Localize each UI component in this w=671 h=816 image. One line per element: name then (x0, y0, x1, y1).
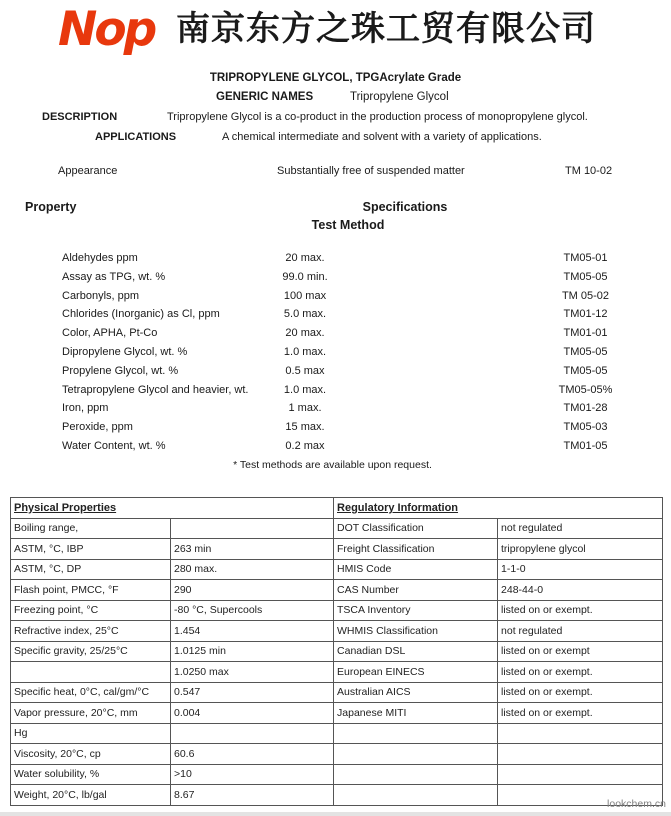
physical-property-value: 263 min (171, 539, 334, 560)
spec-property-name: Peroxide, ppm (62, 421, 133, 434)
table-row (11, 682, 663, 703)
table-row (11, 539, 663, 560)
regulatory-value: listed on or exempt. (498, 682, 663, 703)
physical-property-value (171, 723, 334, 744)
spec-test-method: TM 05-02 (561, 289, 610, 302)
physical-property-label: Boiling range, (11, 518, 171, 539)
specification-row (0, 384, 671, 403)
physical-property-label (11, 662, 171, 683)
spec-test-method: TM01-12 (563, 308, 608, 321)
regulatory-label: European EINECS (334, 662, 498, 683)
regulatory-label: WHMIS Classification (334, 621, 498, 642)
specifications-column-header: Specifications (362, 200, 448, 214)
spec-test-method: TM01-05 (563, 439, 608, 452)
generic-names-value: Tripropylene Glycol (350, 91, 449, 103)
table-row (11, 744, 663, 765)
regulatory-value: listed on or exempt. (498, 703, 663, 724)
spec-property-name: Propylene Glycol, wt. % (62, 364, 179, 377)
regulatory-value (498, 764, 663, 785)
physical-property-label: Water solubility, % (11, 764, 171, 785)
regulatory-label: DOT Classification (334, 518, 498, 539)
spec-test-method: TM05-03 (563, 421, 608, 434)
specification-row (0, 327, 671, 346)
test-methods-footnote: * Test methods are available upon request. (233, 459, 432, 471)
regulatory-value (498, 744, 663, 765)
regulatory-value (498, 723, 663, 744)
physical-properties-header: Physical Properties (14, 501, 117, 514)
physical-property-label: ASTM, °C, DP (11, 559, 171, 580)
spec-test-method: TM05-01 (563, 252, 608, 264)
specification-row (0, 308, 671, 327)
property-column-header: Property (25, 200, 77, 214)
regulatory-label (334, 744, 498, 765)
appearance-label: Appearance (58, 165, 118, 177)
page-bottom-edge (0, 812, 671, 816)
physical-property-label: Vapor pressure, 20°C, mm (11, 703, 171, 724)
regulatory-label (334, 723, 498, 744)
specification-row (0, 440, 671, 459)
spec-limit-value: 1.0 max. (283, 345, 327, 358)
specification-row (0, 346, 671, 365)
applications-text: A chemical intermediate and solvent with a variety of applications. (222, 131, 542, 143)
physical-property-value: 1.0250 max (171, 662, 334, 683)
spec-property-name: Water Content, wt. % (62, 439, 166, 452)
spec-property-name: Dipropylene Glycol, wt. % (62, 345, 188, 358)
properties-regulatory-table (10, 497, 663, 806)
specification-row (0, 271, 671, 290)
company-logo: Nop (58, 2, 155, 57)
spec-test-method: TM05-05 (563, 345, 608, 358)
regulatory-label: TSCA Inventory (334, 600, 498, 621)
spec-test-method: TM05-05 (563, 270, 608, 283)
regulatory-value: 1-1-0 (498, 559, 663, 580)
physical-property-label: ASTM, °C, IBP (11, 539, 171, 560)
physical-property-value: 60.6 (171, 744, 334, 765)
product-title: TRIPROPYLENE GLYCOL, TPGAcrylate Grade (209, 72, 462, 84)
physical-property-label: Hg (11, 723, 171, 744)
table-row (11, 580, 663, 601)
spec-limit-value: 0.5 max (285, 364, 325, 377)
lookchem-watermark-link[interactable]: lookchem.cn (607, 798, 666, 810)
spec-limit-value: 99.0 min. (282, 270, 328, 283)
regulatory-label: CAS Number (334, 580, 498, 601)
physical-property-value: >10 (171, 764, 334, 785)
spec-test-method: TM01-01 (563, 327, 608, 340)
physical-property-label: Refractive index, 25°C (11, 621, 171, 642)
regulatory-value: listed on or exempt. (498, 662, 663, 683)
spec-limit-value: 0.2 max (285, 439, 325, 452)
test-method-column-header: Test Method (311, 218, 385, 232)
spec-limit-value: 20 max. (285, 327, 325, 340)
spec-test-method: TM01-28 (563, 402, 608, 415)
regulatory-value: 248-44-0 (498, 580, 663, 601)
physical-property-value: 1.454 (171, 621, 334, 642)
spec-property-name: Carbonyls, ppm (62, 289, 140, 302)
physical-property-value: 290 (171, 580, 334, 601)
regulatory-value: listed on or exempt. (498, 600, 663, 621)
spec-property-name: Chlorides (Inorganic) as Cl, ppm (62, 308, 220, 321)
specification-row (0, 402, 671, 421)
applications-label: APPLICATIONS (95, 131, 177, 143)
regulatory-label: Freight Classification (334, 539, 498, 560)
table-row (11, 559, 663, 580)
table-row (11, 641, 663, 662)
regulatory-label (334, 764, 498, 785)
physical-property-label: Specific gravity, 25/25°C (11, 641, 171, 662)
spec-property-name: Tetrapropylene Glycol and heavier, wt. (62, 383, 249, 396)
table-row (11, 703, 663, 724)
spec-limit-value: 20 max. (285, 252, 325, 264)
spec-limit-value: 100 max (283, 289, 327, 302)
spec-property-name: Iron, ppm (62, 402, 109, 415)
description-text: Tripropylene Glycol is a co-product in the production process of monopropylene glycol. (167, 111, 588, 123)
table-row (11, 764, 663, 785)
generic-names-label: GENERIC NAMES (216, 91, 314, 103)
company-name-chinese: 南京东方之珠工贸有限公司 (176, 9, 596, 49)
specification-row (0, 365, 671, 384)
specifications-list (0, 252, 671, 459)
spec-limit-value: 1.0 max. (283, 383, 327, 396)
table-row (11, 662, 663, 683)
appearance-value: Substantially free of suspended matter (277, 165, 465, 177)
regulatory-information-header: Regulatory Information (337, 501, 459, 514)
spec-limit-value: 5.0 max. (283, 308, 327, 321)
table-row (11, 518, 663, 539)
table-row (11, 600, 663, 621)
table-row (11, 723, 663, 744)
physical-property-value: 1.0125 min (171, 641, 334, 662)
physical-property-label: Weight, 20°C, lb/gal (11, 785, 171, 806)
regulatory-value: not regulated (498, 621, 663, 642)
physical-property-value: 0.547 (171, 682, 334, 703)
physical-property-label: Flash point, PMCC, °F (11, 580, 171, 601)
physical-property-label: Specific heat, 0°C, cal/gm/°C (11, 682, 171, 703)
physical-property-value: 280 max. (171, 559, 334, 580)
regulatory-value: tripropylene glycol (498, 539, 663, 560)
spec-limit-value: 15 max. (285, 421, 325, 434)
appearance-test-method: TM 10-02 (565, 165, 613, 177)
regulatory-label: Canadian DSL (334, 641, 498, 662)
spec-test-method: TM05-05% (558, 383, 613, 396)
physical-property-value: 0.004 (171, 703, 334, 724)
regulatory-label: Australian AICS (334, 682, 498, 703)
physical-property-value: -80 °C, Supercools (171, 600, 334, 621)
regulatory-value: not regulated (498, 518, 663, 539)
spec-test-method: TM05-05 (563, 364, 608, 377)
table-header-row (11, 498, 663, 519)
physical-property-label: Freezing point, °C (11, 600, 171, 621)
physical-property-label: Viscosity, 20°C, cp (11, 744, 171, 765)
spec-property-name: Color, APHA, Pt-Co (62, 327, 158, 340)
description-label: DESCRIPTION (42, 111, 118, 123)
specification-row (0, 252, 671, 271)
table-row (11, 785, 663, 806)
physical-property-value (171, 518, 334, 539)
regulatory-label: Japanese MITI (334, 703, 498, 724)
specification-row (0, 290, 671, 309)
spec-property-name: Assay as TPG, wt. % (62, 270, 166, 283)
specification-row (0, 421, 671, 440)
regulatory-label: HMIS Code (334, 559, 498, 580)
spec-limit-value: 1 max. (288, 402, 322, 415)
regulatory-label (334, 785, 498, 806)
physical-property-value: 8.67 (171, 785, 334, 806)
spec-property-name: Aldehydes ppm (62, 252, 138, 264)
table-row (11, 621, 663, 642)
regulatory-value: listed on or exempt (498, 641, 663, 662)
